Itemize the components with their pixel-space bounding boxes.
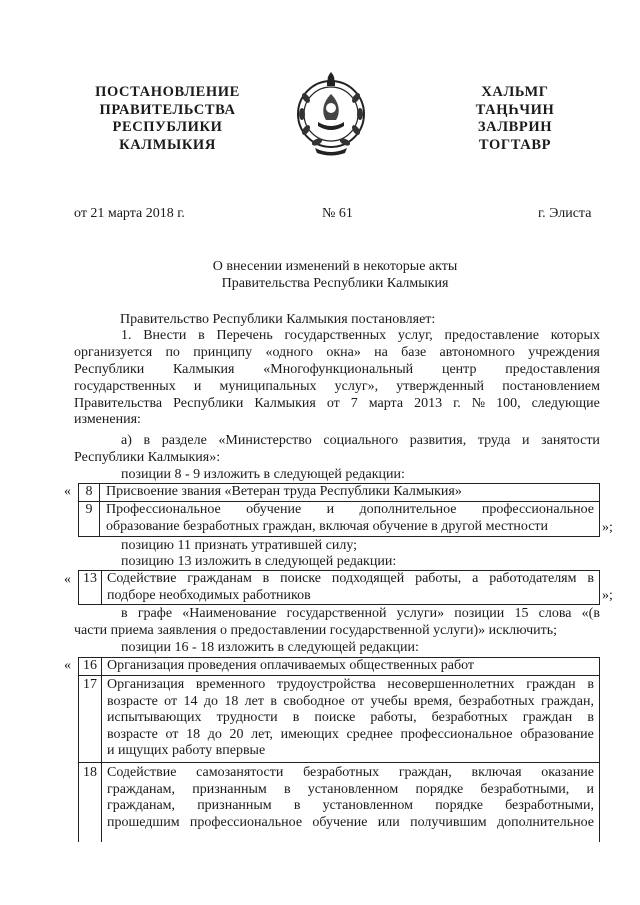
- row-text: [106, 484, 462, 501]
- header-left-line: ПРАВИТЕЛЬСТВА: [99, 101, 236, 118]
- header-right-line: ЗАЛВРИН: [477, 119, 553, 135]
- row-number: 16: [83, 658, 97, 673]
- kalmykia-coat-of-arms-icon: [290, 68, 372, 158]
- row-text-line: гражданам, признанным в установленном порядке безработными,: [107, 798, 594, 813]
- opening-quote: «: [64, 572, 71, 587]
- row-text-line: образование безработных граждан, включая обучение в другой местности: [106, 518, 549, 534]
- header-right-line: ТАҢҺЧИН: [475, 101, 555, 118]
- paragraph-a-line: а) в разделе «Министерство социального развития, труда и занятости: [121, 433, 600, 448]
- header-left-line: КАЛМЫКИЯ: [119, 136, 216, 153]
- instruction-position-11: позицию 11 признать утратившей силу;: [121, 538, 358, 553]
- header-right-line: ХАЛЬМГ: [481, 84, 549, 100]
- header-left-line: ПОСТАНОВЛЕНИЕ: [95, 84, 240, 100]
- header-right-title: [440, 84, 590, 154]
- row-text-line: Содействие самозанятости безработных граждан, включая оказание: [107, 765, 594, 780]
- row-text-line: Содействие гражданам в поиске подходящей работы, а работодателям в: [107, 571, 594, 586]
- document-number: № 61: [322, 206, 353, 221]
- row-text-line: испытывающих трудности в поиске работы, безработных граждан в: [107, 710, 594, 725]
- header-left-line: РЕСПУБЛИКИ: [112, 119, 223, 135]
- row-text-line: гражданам, признанным в установленном порядке безработными, и: [107, 781, 594, 797]
- instruction-position-15: в графе «Наименование государственной услуги» позиции 15 слова «(в: [121, 606, 600, 621]
- title-line: Правительства Республики Калмыкия: [221, 276, 449, 291]
- document-title: [70, 258, 600, 292]
- row-text-line: возрасте от 18 до 20 лет, имеющих среднее профессиональное образование: [107, 726, 594, 742]
- row-text: [107, 658, 474, 675]
- row-text-line: и ищущих работу впервые: [107, 743, 266, 758]
- instruction-positions-8-9: позиции 8 - 9 изложить в следующей редакции:: [121, 467, 405, 482]
- instruction-position-13: позицию 13 изложить в следующей редакции:: [121, 554, 397, 569]
- closing-quote: »;: [602, 588, 613, 603]
- closing-quote: »;: [602, 520, 613, 535]
- paragraph-a-line: Республики Калмыкия»:: [74, 450, 221, 465]
- row-text: [107, 571, 594, 604]
- row-text-line: прошедшим профессиональное обучение или получившим дополнительное: [107, 814, 594, 830]
- opening-quote: «: [64, 658, 71, 673]
- header-right-line: ТОГТАВР: [478, 136, 552, 153]
- row-text: [106, 502, 594, 535]
- row-text-line: возрасте от 14 до 18 лет в свободное от учебы время, безработных граждан,: [107, 693, 594, 709]
- row-text-line: Организация временного трудоустройства несовершеннолетних граждан в: [107, 677, 594, 692]
- intro-paragraph: Правительство Республики Калмыкия постановляет:: [120, 312, 436, 327]
- document-city: г. Элиста: [538, 206, 592, 221]
- row-text: [107, 677, 594, 760]
- paragraph-1-line: организуется по принципу «одного окна» на базе автономного учреждения: [74, 345, 600, 360]
- instruction-position-15: части приема заявления о предоставлении государственной услуги)» исключить;: [74, 623, 558, 638]
- row-number: 17: [83, 677, 97, 692]
- paragraph-1-line: Республики Калмыкия «Многофункциональный центр предоставления: [74, 362, 600, 377]
- row-number: 9: [85, 502, 93, 517]
- instruction-positions-16-18: позиции 16 - 18 изложить в следующей редакции:: [121, 640, 419, 655]
- row-text-line: Организация проведения оплачиваемых общественных работ: [107, 658, 475, 673]
- row-number: 8: [85, 484, 93, 499]
- paragraph-1-line: 1. Внести в Перечень государственных услуг, предоставление которых: [121, 328, 600, 343]
- paragraph-1-line: Правительства Республики Калмыкия от 7 марта 2013 г. № 100, следующие: [74, 396, 600, 411]
- opening-quote: «: [64, 484, 71, 499]
- row-text: [107, 765, 594, 831]
- row-text-line: подборе необходимых работников: [107, 587, 311, 603]
- row-number: 18: [83, 765, 97, 780]
- row-number: 13: [83, 571, 97, 586]
- paragraph-1-line: изменения:: [74, 412, 141, 427]
- paragraph-1-line: государственных и муниципальных услуг», утвержденный постановлением: [74, 379, 600, 394]
- document-date: от 21 марта 2018 г.: [74, 206, 185, 221]
- header-left-title: [75, 84, 260, 154]
- row-text-line: Присвоение звания «Ветеран труда Республики Калмыкия»: [106, 484, 462, 499]
- title-line: О внесении изменений в некоторые акты: [212, 259, 458, 274]
- row-text-line: Профессиональное обучение и дополнительное профессиональное: [106, 502, 594, 517]
